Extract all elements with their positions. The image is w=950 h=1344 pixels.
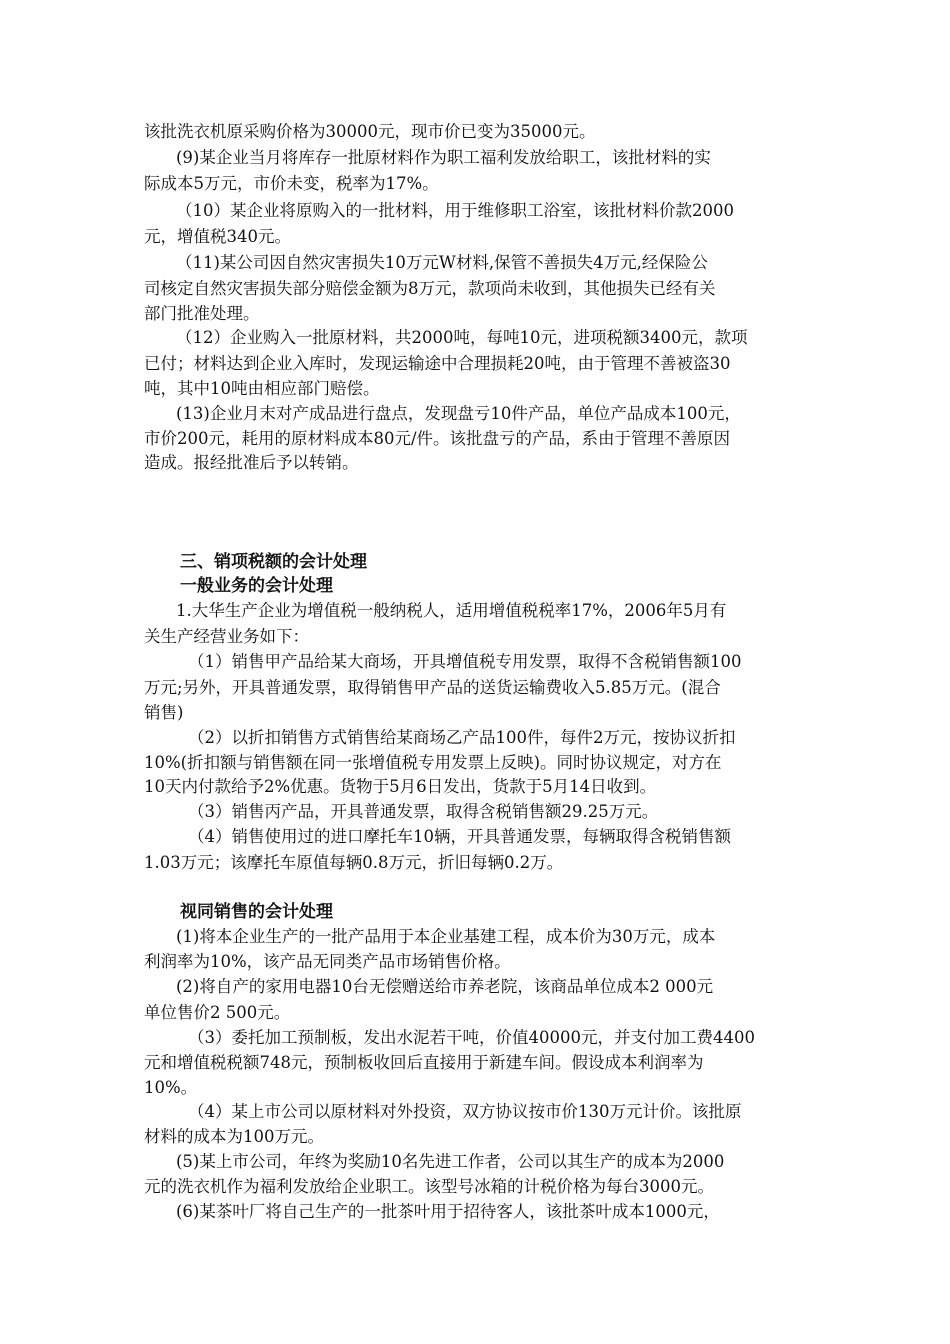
text-line: （4）某上市公司以原材料对外投资，双方协议按市价130万元计价。该批原 [188,1102,742,1121]
text-line: 吨，其中10吨由相应部门赔偿。 [144,379,380,398]
text-line: 利润率为10%，该产品无同类产品市场销售价格。 [144,952,511,971]
text-line: (13)企业月末对产成品进行盘点，发现盘亏10件产品，单位产品成本100元， [176,404,741,423]
text-line: 司核定自然灾害损失部分赔偿金额为8万元，款项尚未收到，其他损失已经有关 [144,279,716,298]
text-line: （11)某公司因自然灾害损失10万元W材料,保管不善损失4万元,经保险公 [176,253,708,272]
text-line: （2）以折扣销售方式销售给某商场乙产品100件，每件2万元，按协议折扣 [188,728,736,747]
text-line: 部门批准处理。 [144,304,260,323]
text-line: 10%(折扣额与销售额在同一张增值税专用发票上反映)。同时协议规定，对方在 [144,753,722,772]
text-line: 10天内付款给予2%优惠。货物于5月6日发出，货款于5月14日收到。 [144,777,657,796]
text-line: 元，增值税340元。 [144,227,291,246]
text-line: 万元;另外，开具普通发票，取得销售甲产品的送货运输费收入5.85万元。(混合 [144,678,721,697]
text-line: 市价200元，耗用的原材料成本80元/件。该批盘亏的产品，系由于管理不善原因 [144,429,731,448]
text-line: 元的洗衣机作为福利发放给企业职工。该型号冰箱的计税价格为每台3000元。 [144,1177,714,1196]
text-line: （3）销售丙产品，开具普通发票，取得含税销售额29.25万元。 [188,802,659,821]
text-line: （4）销售使用过的进口摩托车10辆，开具普通发票，每辆取得含税销售额 [188,827,731,846]
text-line: （1）销售甲产品给某大商场，开具增值税专用发票，取得不含税销售额100 [188,652,742,671]
text-line: (9)某企业当月将库存一批原材料作为职工福利发放给职工，该批材料的实 [176,148,711,167]
text-line: 材料的成本为100万元。 [144,1127,324,1146]
text-line: (2)将自产的家用电器10台无偿赠送给市养老院，该商品单位成本2 000元 [176,977,714,996]
text-line: 造成。报经批准后予以转销。 [144,453,359,472]
text-line: 关生产经营业务如下： [144,627,309,646]
text-line: 已付；材料达到企业入库时，发现运输途中合理损耗20吨，由于管理不善被盗30 [144,354,731,373]
text-line: （10）某企业将原购入的一批材料，用于维修职工浴室，该批材料价款2000 [176,201,734,220]
text-line: (1)将本企业生产的一批产品用于本企业基建工程，成本价为30万元，成本 [176,927,716,946]
section-title: 三、销项税额的会计处理 [180,552,367,572]
text-line: 10%。 [144,1078,198,1097]
subsection-title: 视同销售的会计处理 [180,902,333,922]
text-line: (6)某茶叶厂将自己生产的一批茶叶用于招待客人，该批茶叶成本1000元， [176,1202,720,1221]
text-line: 该批洗衣机原采购价格为30000元，现市价已变为35000元。 [144,122,596,141]
subsection-title: 一般业务的会计处理 [180,576,333,596]
text-line: 1.03万元；该摩托车原值每辆0.8万元，折旧每辆0.2万。 [144,853,564,872]
text-line: 单位售价2 500元。 [144,1003,291,1022]
text-line: （3）委托加工预制板，发出水泥若干吨，价值40000元，并支付加工费4400 [188,1028,755,1047]
text-line: 元和增值税税额748元，预制板收回后直接用于新建车间。假设成本利润率为 [144,1053,704,1072]
text-line: （12）企业购入一批原材料，共2000吨，每吨10元，进项税额3400元，款项 [176,328,748,347]
text-line: 际成本5万元，市价未变，税率为17%。 [144,174,439,193]
text-line: (5)某上市公司，年终为奖励10名先进工作者，公司以其生产的成本为2000 [176,1152,725,1171]
text-line: 销售) [144,703,184,722]
text-line: 1.大华生产企业为增值税一般纳税人，适用增值税税率17%，2006年5月有 [176,601,727,620]
